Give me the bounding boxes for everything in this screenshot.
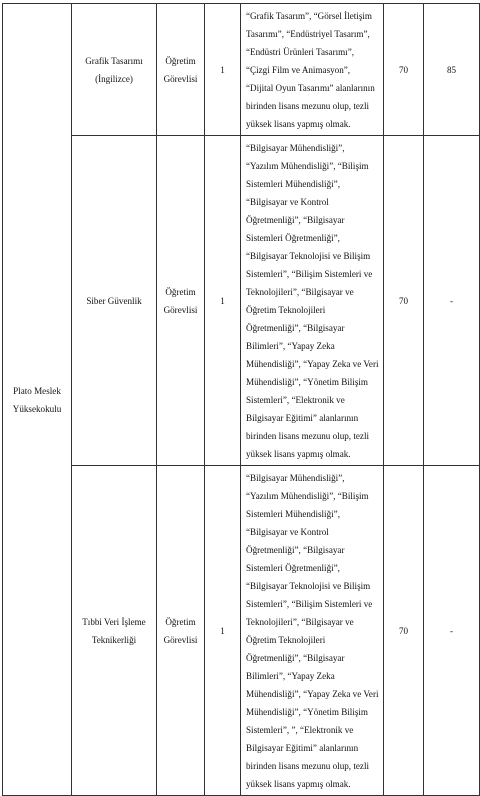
department-cell: [72, 466, 157, 796]
department-cell: [72, 4, 157, 136]
position-cell: [157, 136, 205, 466]
position-title: Öğretim Görevlisi: [163, 55, 198, 84]
department-name: Tıbbi Veri İşleme Teknikerliği: [82, 616, 146, 645]
score-a-cell: 70: [384, 136, 424, 466]
staff-positions-table: [2, 3, 480, 796]
count-cell: 1: [205, 466, 241, 796]
count-cell: 1: [205, 136, 241, 466]
requirement-cell: “Bilgisayar Mühendisliği”, “Yazılım Mühendisliği”, “Bilişim Sistemleri Mühendisliği”, “Bilgisayar ve Kontrol Öğretmenliği”, “Bilgisayar Sistemleri Öğretmenliği”, “Bilgisayar Teknolojisi ve Bilişim Sistemleri”, “Bilişim Sistemleri ve Teknolojileri”, “Bilgisayar ve Öğretim Teknolojileri Öğretmenliği”, “Bilgisayar Bilimleri”, “Yapay Zeka Mühendisliği”, “Yapay Zeka ve Veri Mühendisliği”, “Yönetim Bilişim Sistemleri”, “Elektronik ve Bilgisayar Eğitimi” alanlarının birinden lisans mezunu olup, tezli yüksek lisans yapmış olmak.: [241, 136, 384, 466]
score-b-cell: 85: [424, 4, 480, 136]
score-a-cell: 70: [384, 466, 424, 796]
score-a-cell: 70: [384, 4, 424, 136]
score-b-cell: -: [424, 466, 480, 796]
department-cell: [72, 136, 157, 466]
position-title: Öğretim Görevlisi: [163, 286, 198, 315]
table-row: [3, 136, 480, 466]
table-row: [3, 466, 480, 796]
position-cell: [157, 466, 205, 796]
faculty-cell: [3, 4, 72, 796]
position-title: Öğretim Görevlisi: [163, 616, 198, 645]
requirement-cell: “Bilgisayar Mühendisliği”, “Yazılım Mühendisliği”, “Bilişim Sistemleri Mühendisliği”, “Bilgisayar ve Kontrol Öğretmenliği”, “Bilgisayar Sistemleri Öğretmenliği”, “Bilgisayar Teknolojisi ve Bilişim Sistemleri”, “Bilişim Sistemleri ve Teknolojileri”, “Bilgisayar ve Öğretim Teknolojileri Öğretmenliği”, “Bilgisayar Bilimleri”, “Yapay Zeka Mühendisliği”, “Yapay Zeka ve Veri Mühendisliği”, “Yönetim Bilişim Sistemleri”, ”, “Elektronik ve Bilgisayar Eğitimi” alanlarının birinden lisans mezunu olup, tezli yüksek lisans yapmış olmak.: [241, 466, 384, 796]
position-cell: [157, 4, 205, 136]
department-name: Siber Güvenlik: [86, 295, 142, 306]
department-name: Grafik Tasarımı (İngilizce): [85, 55, 143, 84]
faculty-name: Plato Meslek Yüksekokulu: [12, 385, 62, 414]
score-b-cell: -: [424, 136, 480, 466]
requirement-cell: “Grafik Tasarım”, “Görsel İletişim Tasarımı”, “Endüstriyel Tasarım”, “Endüstri Ürünleri Tasarımı”, “Çizgi Film ve Animasyon”, “Dijital Oyun Tasarımı” alanlarının birinden lisans mezunu olup, tezli yüksek lisans yapmış olmak.: [241, 4, 384, 136]
count-cell: 1: [205, 4, 241, 136]
table-row: [3, 4, 480, 136]
